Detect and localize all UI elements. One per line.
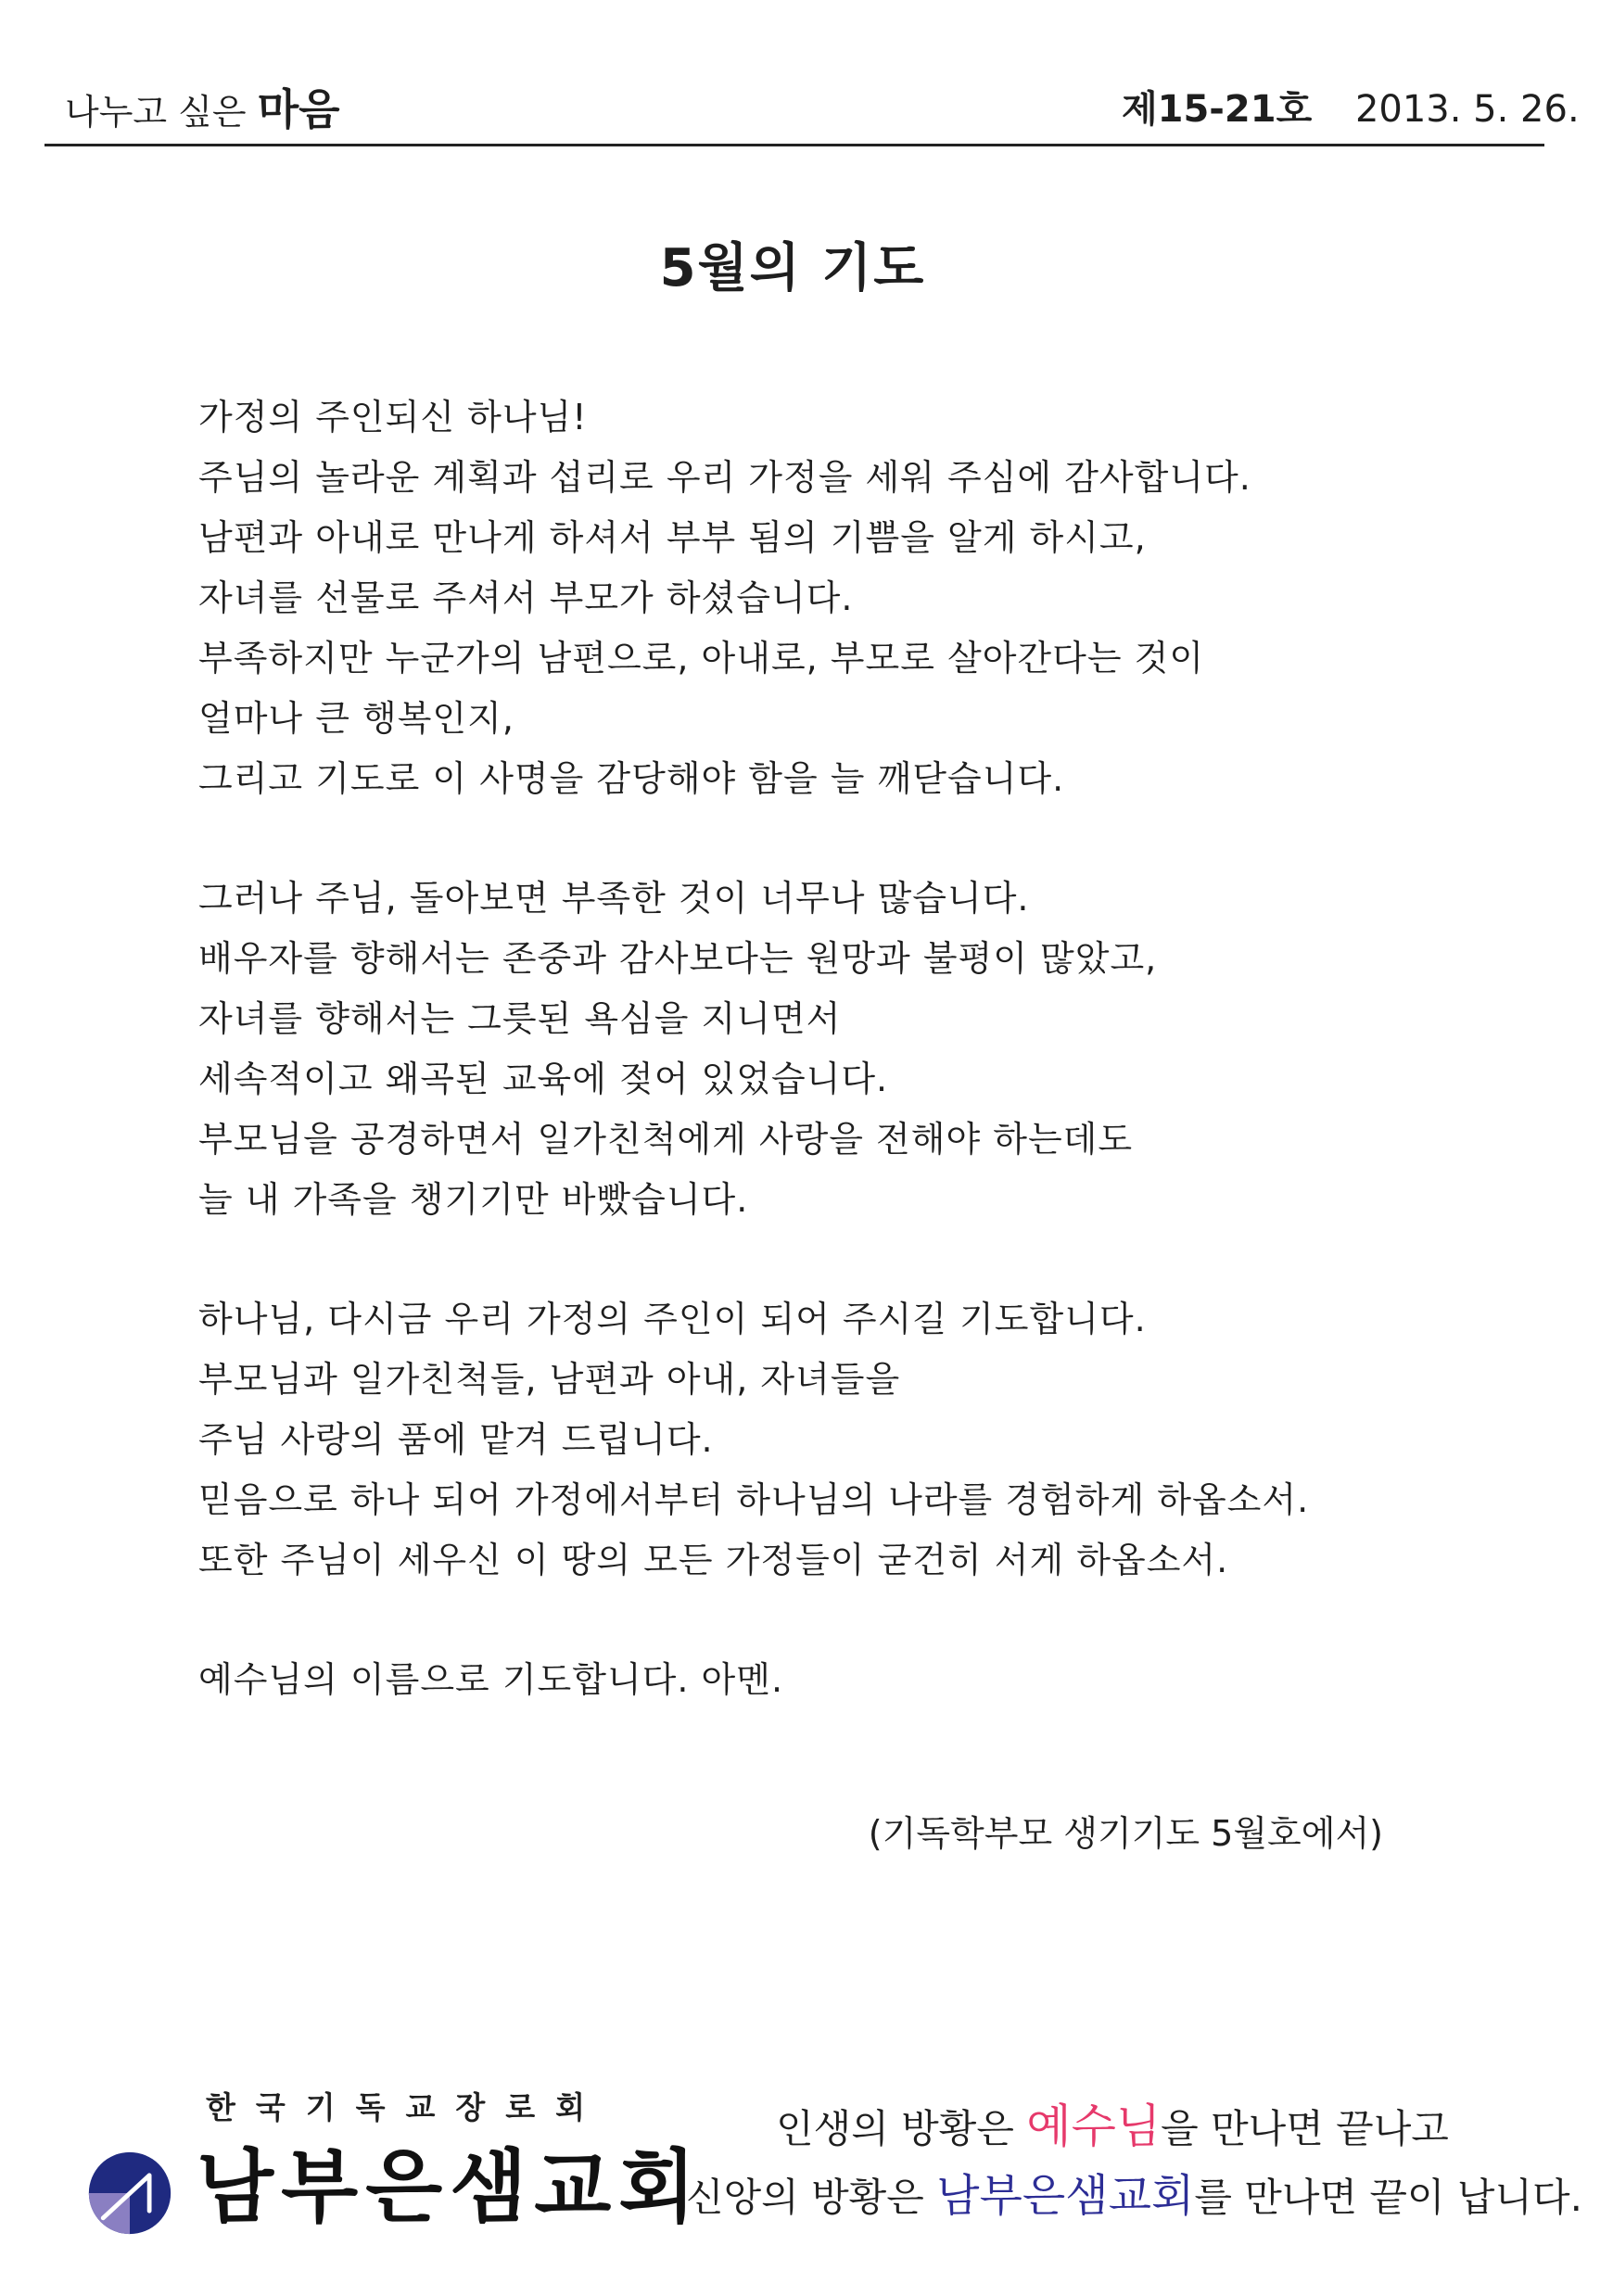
slogan-line-2 (686, 2163, 1582, 2231)
prayer-body (198, 387, 1309, 1770)
series-emphasis: 마음 (257, 84, 340, 134)
slogan-line-1 (686, 2093, 1539, 2163)
prayer-line: 얼마나 큰 행복인지, (198, 698, 514, 739)
prayer-line: 믿음으로 하나 되어 가정에서부터 하나님의 나라를 경험하게 하옵소서. (198, 1479, 1310, 1520)
prayer-line: 부모님과 일가친척들, 남편과 아내, 자녀들을 (198, 1359, 901, 1400)
denomination-name: 한국기독교장로회 (206, 2089, 606, 2125)
prayer-paragraph (198, 869, 1309, 1230)
church-name: 남부은샘교회 (197, 2141, 704, 2234)
prayer-line: 배우자를 향해서는 존중과 감사보다는 원망과 불평이 많았고, (198, 938, 1158, 979)
prayer-paragraph (198, 1289, 1309, 1591)
bulletin-series-label (65, 82, 340, 140)
prayer-line: 늘 내 가족을 챙기기만 바빴습니다. (198, 1179, 749, 1220)
slogan-text: 신앙의 방황은 (686, 2175, 924, 2220)
prayer-paragraph (198, 1650, 1309, 1710)
issue-number: 제15-21호 (1122, 88, 1313, 131)
prayer-line: 또한 주님이 세우신 이 땅의 모든 가정들이 굳건히 서게 하옵소서. (198, 1540, 1229, 1580)
header-divider (44, 144, 1544, 146)
slogan-highlight-church: 남부은샘교회 (936, 2170, 1195, 2222)
prayer-line: 남편과 아내로 만나게 하셔서 부부 됨의 기쁨을 알게 하시고, (198, 517, 1147, 558)
prayer-line: 부모님을 공경하면서 일가친척에게 사랑을 전해야 하는데도 (198, 1119, 1134, 1160)
slogan-text: 을 만나면 끝나고 (1161, 2106, 1449, 2151)
slogan-text: 인생의 방황은 (776, 2106, 1014, 2151)
prayer-line: 가정의 주인되신 하나님! (198, 397, 588, 438)
series-prefix: 나누고 싶은 (65, 92, 247, 133)
page-title: 5월의 기도 (659, 238, 926, 298)
prayer-line: 세속적이고 왜곡된 교육에 젖어 있었습니다. (198, 1059, 889, 1099)
prayer-line: 주님의 놀라운 계획과 섭리로 우리 가정을 세워 주심에 감사합니다. (198, 457, 1251, 498)
slogan-text: 를 만나면 끝이 납니다. (1194, 2175, 1582, 2220)
prayer-line: 그러나 주님, 돌아보면 부족한 것이 너무나 많습니다. (198, 878, 1030, 919)
prayer-line: 하나님, 다시금 우리 가정의 주인이 되어 주시길 기도합니다. (198, 1299, 1147, 1339)
prayer-line: 부족하지만 누군가의 남편으로, 아내로, 부모로 살아간다는 것이 (198, 638, 1205, 679)
issue-date: 2013. 5. 26. (1354, 88, 1580, 131)
church-logo-icon (85, 2149, 174, 2238)
prayer-line: 자녀를 향해서는 그릇된 욕심을 지니면서 (198, 998, 842, 1039)
prayer-line: 주님 사랑의 품에 맡겨 드립니다. (198, 1419, 714, 1460)
prayer-paragraph (198, 387, 1309, 809)
prayer-line: 예수님의 이름으로 기도합니다. 아멘. (198, 1659, 784, 1700)
prayer-line: 자녀를 선물로 주셔서 부모가 하셨습니다. (198, 577, 854, 618)
church-slogan (686, 2093, 1582, 2231)
prayer-line: 그리고 기도로 이 사명을 감당해야 함을 늘 깨닫습니다. (198, 758, 1065, 799)
source-citation: (기독학부모 생기기도 5월호에서) (868, 1813, 1383, 1854)
slogan-highlight-jesus: 예수님 (1026, 2099, 1162, 2153)
issue-info (1122, 82, 1580, 137)
